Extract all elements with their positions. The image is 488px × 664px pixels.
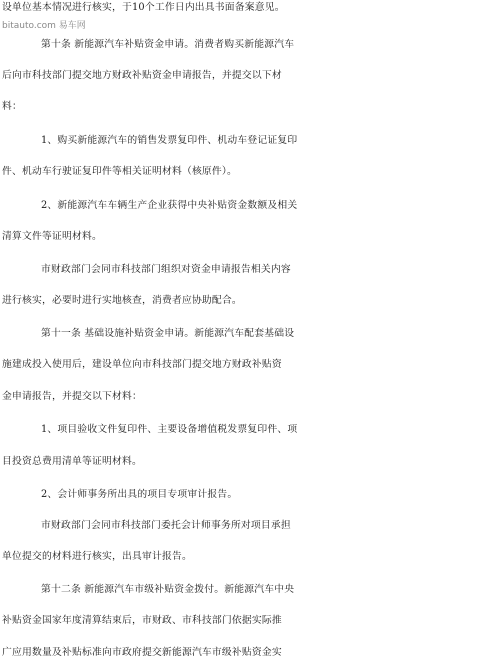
list-item-line: 1、购买新能源汽车的销售发票复印件、机动车登记证复印 xyxy=(41,135,298,146)
watermark: bitauto.com 易车网 xyxy=(2,21,86,31)
text-line: 金申请报告，并提交以下材料： xyxy=(2,391,142,402)
article-11-heading-line: 第十一条 基础设施补贴资金申请。新能源汽车配套基础设 xyxy=(41,328,295,339)
text-line: 料： xyxy=(2,101,22,112)
list-item-line: 1、项目验收文件复印件、主要设备增值税发票复印件、项 xyxy=(41,424,298,435)
paragraph-line: 市财政部门会同市科技部门组织对资金申请报告相关内容 xyxy=(41,264,291,275)
text-line: 施建成投入使用后，建设单位向市科技部门提交地方财政补贴资 xyxy=(2,359,282,370)
text-line: 件、机动车行驶证复印件等相关证明材料（核原件）。 xyxy=(2,166,238,177)
list-item-line: 2、新能源汽车车辆生产企业获得中央补贴资金数额及相关 xyxy=(41,200,298,211)
article-12-heading-line: 第十二条 新能源汽车市级补贴资金拨付。新能源汽车中央 xyxy=(41,584,295,595)
text-line: 目投资总费用清单等证明材料。 xyxy=(2,456,142,467)
text-line: 广应用数量及补贴标准向市政府提交新能源汽车市级补贴资金实 xyxy=(2,647,282,658)
text-line: 设单位基本情况进行核实，于10个工作日内出具书面备案意见。 xyxy=(2,2,285,13)
list-item-line: 2、会计师事务所出具的项目专项审计报告。 xyxy=(41,489,238,500)
text-line: 后向市科技部门提交地方财政补贴资金申请报告，并提交以下材 xyxy=(2,70,282,81)
paragraph-line: 市财政部门会同市科技部门委托会计师事务所对项目承担 xyxy=(41,520,291,531)
text-line: 单位提交的材料进行核实，出具审计报告。 xyxy=(2,551,192,562)
text-line: 清算文件等证明材料。 xyxy=(2,231,102,242)
article-10-heading-line: 第十条 新能源汽车补贴资金申请。消费者购买新能源汽车 xyxy=(41,39,295,50)
text-line: 进行核实，必要时进行实地核查，消费者应协助配合。 xyxy=(2,295,242,306)
text-line: 补贴资金国家年度清算结束后，市财政、市科技部门依据实际推 xyxy=(2,615,282,626)
